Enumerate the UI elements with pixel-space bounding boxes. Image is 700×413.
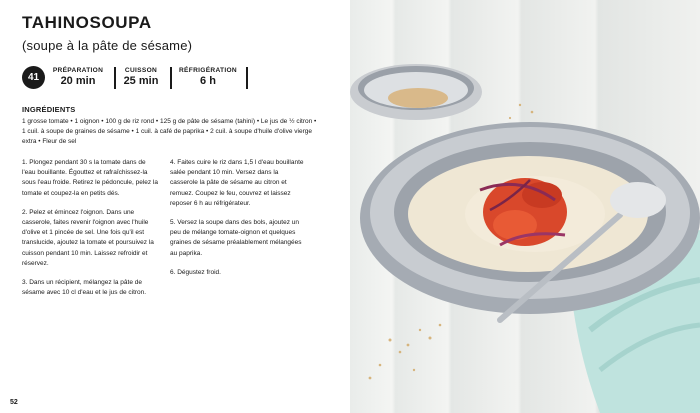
meta-refrigeration xyxy=(176,67,240,87)
meta-value: 25 min xyxy=(123,75,159,87)
soup-illustration xyxy=(350,0,700,413)
meta-cuisson xyxy=(119,67,163,87)
steps-column-left xyxy=(22,158,160,307)
step-2: 2. Pelez et émincez l'oignon. Dans une casserole, faites revenir l'oignon avec l'huile d'olive et 1 pincée de sel. Une fois qu'il est translucide, ajoutez la tomate et poursuivez la cuisson pendant 10 min. Laissez refroidir et réservez. xyxy=(22,208,154,267)
meta-divider xyxy=(246,67,248,89)
meta-divider xyxy=(114,67,116,89)
step-3: 3. Dans un récipient, mélangez la pâte de sésame avec 10 cl d'eau et le jus de citron. xyxy=(22,279,147,297)
meta-label: RÉFRIGÉRATION xyxy=(179,67,237,74)
recipe-number-badge: 41 xyxy=(22,66,45,89)
meta-preparation xyxy=(50,67,106,87)
meta-label: CUISSON xyxy=(124,67,158,74)
step-5: 5. Versez la soupe dans des bols, ajoutez un peu de mélange tomate-oignon et quelques graines de sésame préalablement mélangées au paprika. xyxy=(170,219,302,257)
ingredients-list: 1 grosse tomate • 1 oignon • 100 g de riz rond • 125 g de pâte de sésame (tahini) • Le jus de ½ citron • 1 cuil. à soupe de graines de sésame • 1 cuil. à café de paprika • 2 cuil. à soupe d'huile d'olive vierge extra • Fleur de sel xyxy=(22,118,317,146)
meta-value: 20 min xyxy=(60,75,96,87)
recipe-title: TAHINOSOUPA xyxy=(22,13,152,32)
ingredients-heading: INGRÉDIENTS xyxy=(22,105,76,114)
step-1: 1. Plongez pendant 30 s la tomate dans de l'eau bouillante. Égouttez et rafraîchissez-la sous l'eau froide. Retirez le pédoncule, pelez la tomate et coupez-la en petits dés. xyxy=(22,159,159,197)
recipe-subtitle: (soupe à la pâte de sésame) xyxy=(22,38,193,53)
meta-label: PRÉPARATION xyxy=(52,67,104,74)
meta-divider xyxy=(170,67,172,89)
page-number: 52 xyxy=(10,399,18,406)
meta-value: 6 h xyxy=(200,75,216,87)
soup-photo xyxy=(350,0,700,413)
step-6: 6. Dégustez froid. xyxy=(170,268,221,276)
step-4: 4. Faites cuire le riz dans 1,5 l d'eau bouillante salée pendant 10 min. Versez dans la casserole la pâte de sésame au citron et remuez. Coupez le feu, couvrez et laissez reposer 6 h au réfrigérateur. xyxy=(170,159,304,207)
steps-column-right xyxy=(170,158,308,287)
